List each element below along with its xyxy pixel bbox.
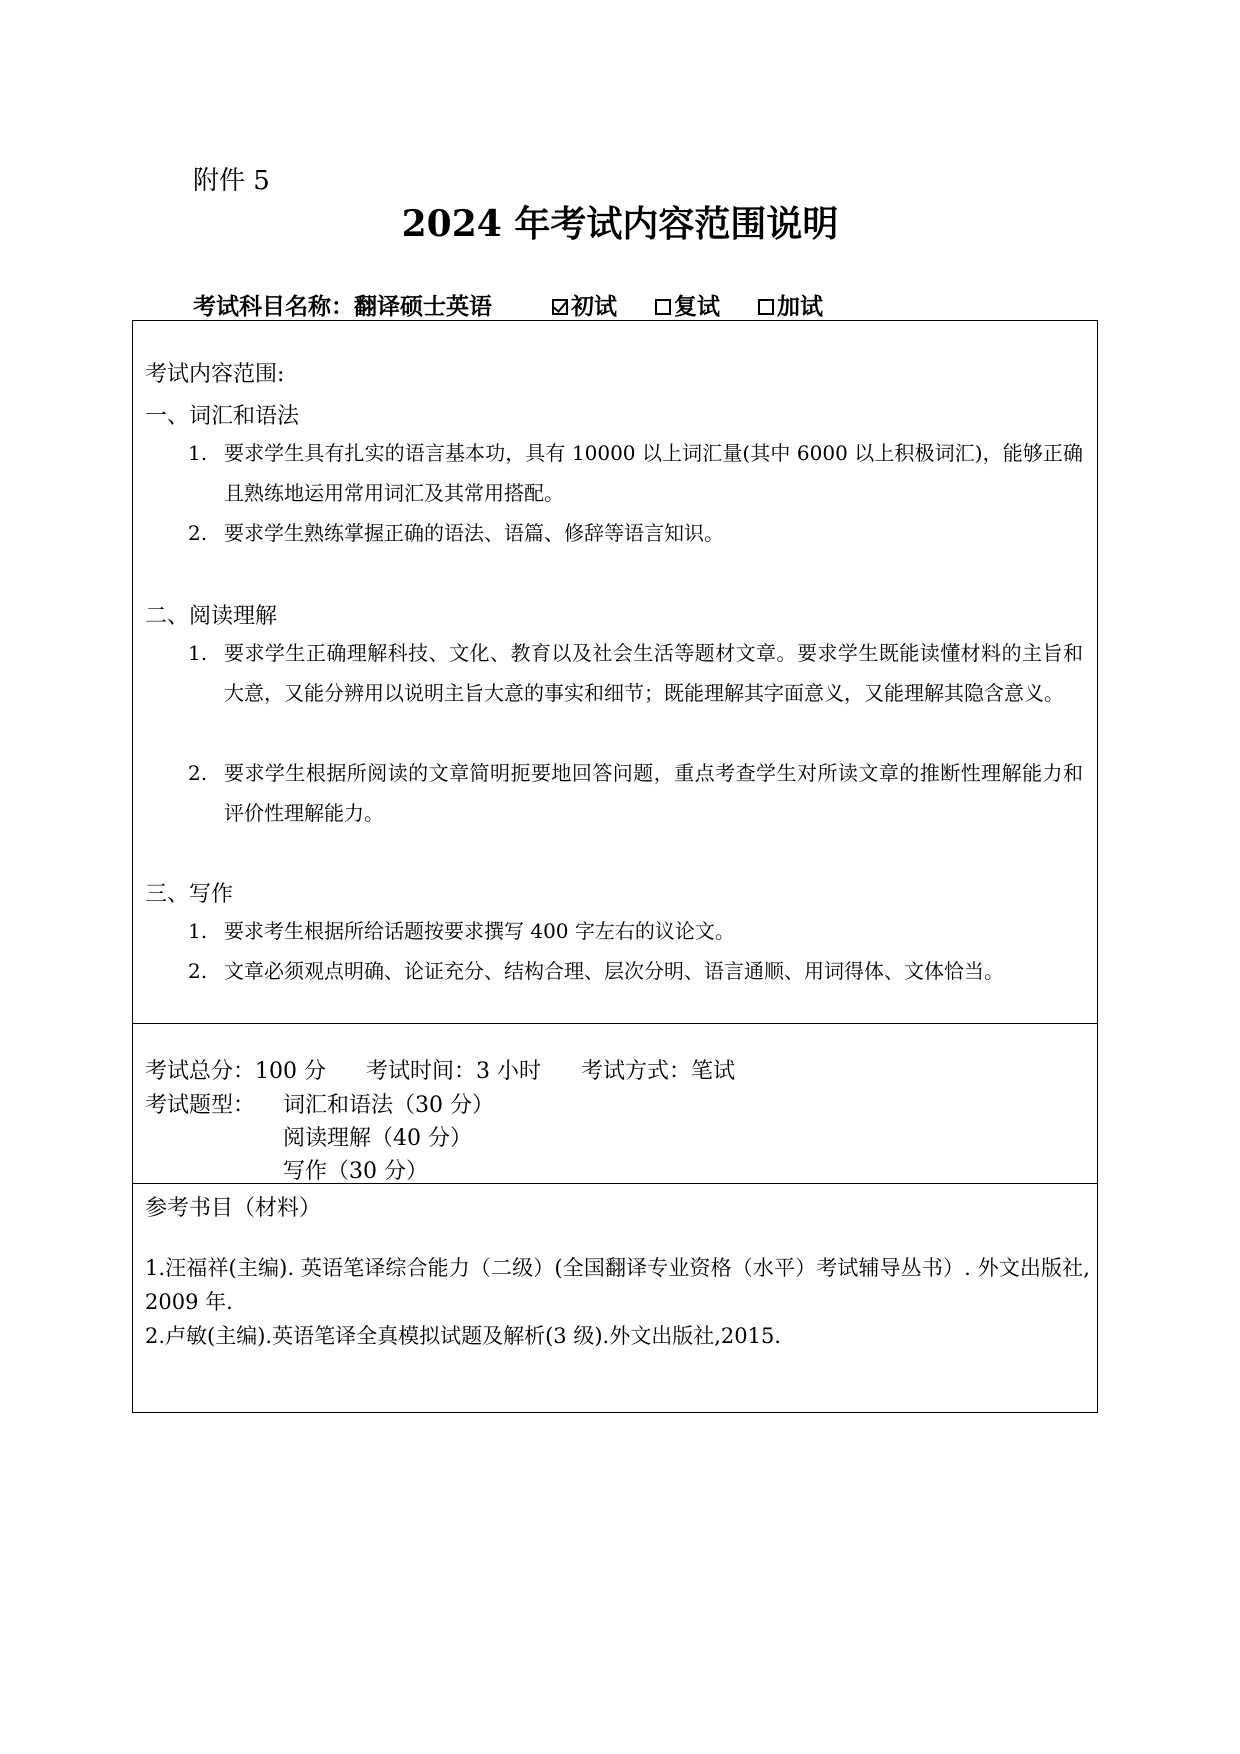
exam-types-label: 考试题型： — [145, 1093, 256, 1118]
checked-box-icon — [552, 299, 568, 315]
list-item: 1. 要求考生根据所给话题按要求撰写 400 字左右的议论文。 — [188, 919, 735, 943]
list-item: 2. 文章必须观点明确、论证充分、结构合理、层次分明、语言通顺、用词得体、文体恰当。 — [188, 959, 1004, 983]
checkbox-icon — [655, 299, 671, 315]
list-item: 1. 要求学生具有扎实的语言基本功，具有 10000 以上词汇量(其中 6000 以上积极词汇)，能够正确且熟练地运用常用词汇及其常用搭配。 — [188, 441, 1083, 505]
exam-type-item: 阅读理解（40 分） — [283, 1126, 472, 1151]
exam-time: 考试时间：3 小时 — [366, 1059, 541, 1084]
references-heading: 参考书目（材料） — [145, 1196, 322, 1221]
table-divider — [133, 1023, 1097, 1024]
subject-label: 考试科目名称：翻译硕士英语 — [193, 293, 492, 320]
exam-info-row — [145, 1054, 735, 1085]
reference-item: 2.卢敏(主编).英语笔译全真模拟试题及解析(3 级).外文出版社,2015. — [145, 1324, 781, 1348]
section-title: 一、词汇和语法 — [145, 404, 300, 429]
exam-method: 考试方式：笔试 — [581, 1059, 736, 1084]
list-item: 2. 要求学生根据所阅读的文章简明扼要地回答问题，重点考查学生对所读文章的推断性理解能力和评价性理解能力。 — [188, 761, 1083, 825]
list-item: 1. 要求学生正确理解科技、文化、教育以及社会生活等题材文章。要求学生既能读懂材料的主旨和大意，又能分辨用以说明主旨大意的事实和细节；既能理解其字面意义，又能理解其隐含意义。 — [188, 641, 1083, 705]
exam-scope-table — [132, 320, 1098, 1413]
reference-item: 1.汪福祥(主编). 英语笔译综合能力（二级）(全国翻译专业资格（水平）考试辅导丛书）. 外文出版社, 2009 年. — [145, 1256, 1090, 1314]
subject-line — [193, 288, 823, 321]
exam-type-item: 写作（30 分） — [283, 1159, 428, 1184]
option-extra-exam[interactable]: 加试 — [758, 288, 823, 321]
total-score: 考试总分：100 分 — [145, 1059, 326, 1084]
exam-type-item: 词汇和语法（30 分） — [283, 1093, 494, 1118]
content-heading: 考试内容范围: — [145, 362, 285, 387]
option-re-exam[interactable]: 复试 — [655, 288, 720, 321]
checkbox-icon — [758, 299, 774, 315]
section-title: 三、写作 — [145, 882, 234, 907]
option-first-exam[interactable]: 初试 — [552, 288, 617, 321]
table-divider — [133, 1183, 1097, 1184]
list-item: 2. 要求学生熟练掌握正确的语法、语篇、修辞等语言知识。 — [188, 521, 724, 545]
section-title: 二、阅读理解 — [145, 604, 278, 629]
page-title: 2024 年考试内容范围说明 — [401, 203, 839, 245]
attachment-label: 附件 5 — [193, 166, 270, 196]
